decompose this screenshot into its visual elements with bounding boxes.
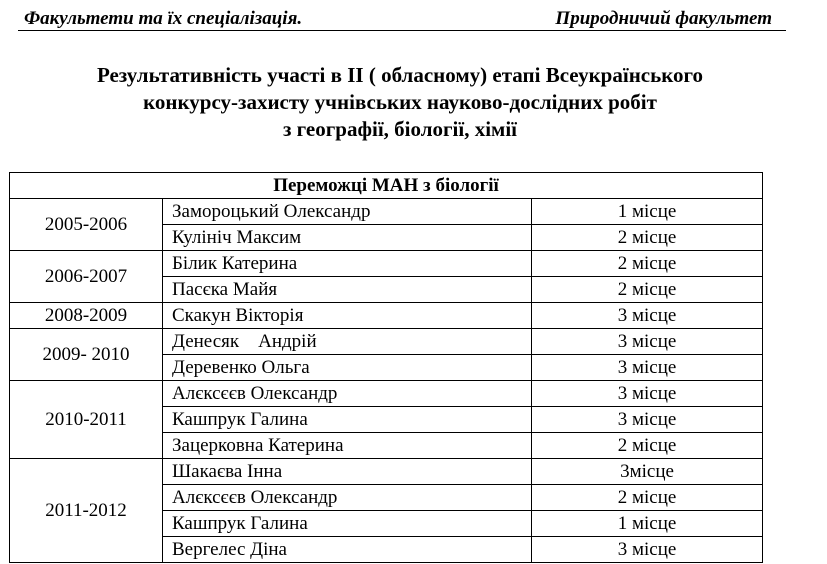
place-cell: 2 місце [532,485,763,511]
place-cell: 2 місце [532,225,763,251]
place-cell: 3 місце [532,407,763,433]
year-cell: 2010-2011 [10,381,163,459]
place-cell: 3місце [532,459,763,485]
table-row [10,329,763,355]
table-row [10,381,763,407]
place-cell: 2 місце [532,251,763,277]
place-cell: 3 місце [532,303,763,329]
student-name-cell: Кашпрук Галина [163,511,532,537]
student-name-cell: Кашпрук Галина [163,407,532,433]
student-name-cell: Деревенко Ольга [163,355,532,381]
table-caption-row [10,173,763,199]
student-name-cell: Пасєка Майя [163,277,532,303]
title-line-1: Результативність участі в ІІ ( обласному) етапі Всеукраїнського [96,63,704,87]
document-title [0,62,800,143]
student-name-cell: Кулініч Максим [163,225,532,251]
place-cell: 3 місце [532,381,763,407]
place-cell: 3 місце [532,329,763,355]
place-cell: 3 місце [532,537,763,563]
page-header [18,8,786,31]
table-row [10,199,763,225]
student-name-cell: Шакаєва Інна [163,459,532,485]
place-cell: 2 місце [532,433,763,459]
student-name-cell: Вергелес Діна [163,537,532,563]
winners-table [9,172,763,563]
student-name-cell: Алєксєєв Олександр [163,381,532,407]
student-name-cell: Замороцький Олександр [163,199,532,225]
table-row [10,251,763,277]
table-caption: Переможці МАН з біології [10,173,763,199]
student-name-cell: Зацерковна Катерина [163,433,532,459]
place-cell: 1 місце [532,199,763,225]
header-faculty-name: Природничий факультет [555,8,772,29]
header-section-title: Факультети та їх спеціалізація. [24,8,303,29]
year-cell: 2006-2007 [10,251,163,303]
place-cell: 3 місце [532,355,763,381]
student-name-cell: Алєксєєв Олександр [163,485,532,511]
table-row [10,303,763,329]
table-body [10,199,763,563]
table-row [10,459,763,485]
place-cell: 2 місце [532,277,763,303]
title-line-3: з географії, біології, хімії [282,117,518,141]
student-name-cell: Скакун Вікторія [163,303,532,329]
year-cell: 2005-2006 [10,199,163,251]
year-cell: 2008-2009 [10,303,163,329]
year-cell: 2009- 2010 [10,329,163,381]
place-cell: 1 місце [532,511,763,537]
year-cell: 2011-2012 [10,459,163,563]
student-name-cell: Білик Катерина [163,251,532,277]
student-name-cell: Денесяк Андрій [163,329,532,355]
title-line-2: конкурсу-захисту учнівських науково-дослідних робіт [143,90,657,114]
